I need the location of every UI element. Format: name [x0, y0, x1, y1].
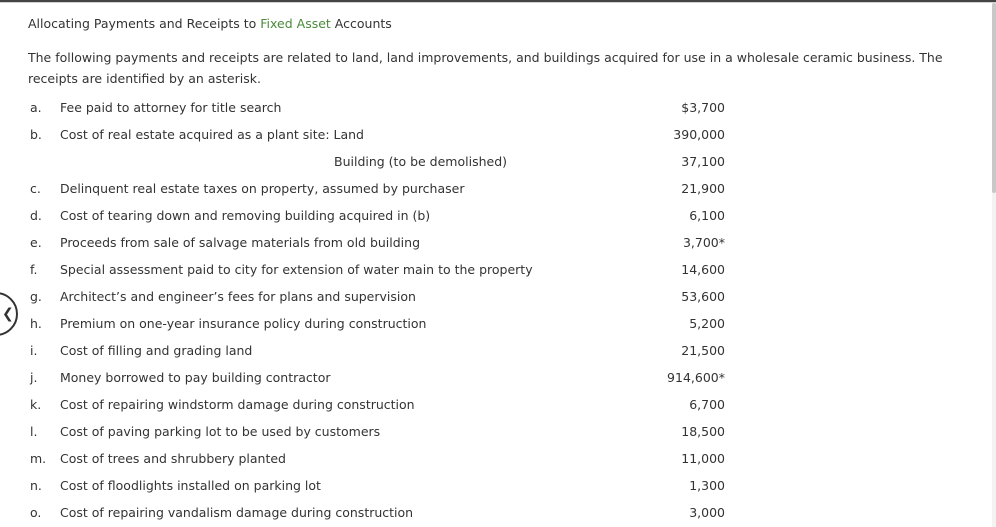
item-letter: b.: [30, 127, 42, 142]
item-amount: $3,700: [681, 100, 725, 115]
list-item: [0, 127, 996, 154]
item-description: Cost of trees and shrubbery planted: [60, 451, 286, 466]
item-description: Delinquent real estate taxes on property, assumed by purchaser: [60, 181, 465, 196]
item-amount: 14,600: [681, 262, 725, 277]
list-item: [0, 289, 996, 316]
page-title: [28, 16, 392, 31]
item-description: Special assessment paid to city for extension of water main to the property: [60, 262, 533, 277]
item-description: Cost of real estate acquired as a plant site: Land: [60, 127, 364, 142]
item-amount: 37,100: [681, 154, 725, 169]
item-description: Cost of paving parking lot to be used by customers: [60, 424, 381, 439]
item-letter: j.: [30, 370, 38, 385]
top-border-shadow: [0, 2, 996, 3]
item-description: Money borrowed to pay building contractor: [60, 370, 331, 385]
list-item: [0, 208, 996, 235]
item-description: Cost of tearing down and removing building acquired in (b): [60, 208, 431, 223]
item-amount: 6,700: [689, 397, 725, 412]
list-item: [0, 478, 996, 505]
item-amount: 390,000: [673, 127, 725, 142]
item-amount: 5,200: [689, 316, 725, 331]
fixed-asset-link[interactable]: Fixed Asset: [260, 16, 331, 31]
item-description: Building (to be demolished): [334, 154, 508, 169]
item-letter: d.: [30, 208, 42, 223]
item-letter: l.: [30, 424, 38, 439]
item-description: Cost of repairing vandalism damage during construction: [60, 505, 414, 520]
scrollbar-thumb[interactable]: [992, 3, 996, 193]
list-item: [0, 343, 996, 370]
list-item: [0, 235, 996, 262]
item-amount: 21,900: [681, 181, 725, 196]
item-letter: k.: [30, 397, 42, 412]
item-description: Architect’s and engineer’s fees for plans and supervision: [60, 289, 416, 304]
title-prefix: Allocating Payments and Receipts to: [28, 16, 261, 31]
title-suffix: Accounts: [330, 16, 392, 31]
item-description: Fee paid to attorney for title search: [60, 100, 282, 115]
item-letter: h.: [30, 316, 42, 331]
item-letter: e.: [30, 235, 42, 250]
item-letter: n.: [30, 478, 42, 493]
item-amount: 914,600*: [667, 370, 725, 385]
list-item: [0, 424, 996, 451]
list-item: [0, 100, 996, 127]
item-letter: g.: [30, 289, 42, 304]
item-description: Proceeds from sale of salvage materials from old building: [60, 235, 421, 250]
list-item: [0, 181, 996, 208]
item-amount: 11,000: [681, 451, 725, 466]
list-item: [0, 370, 996, 397]
list-item: [0, 505, 996, 527]
list-item: [0, 397, 996, 424]
item-amount: 21,500: [681, 343, 725, 358]
item-letter: c.: [30, 181, 41, 196]
item-description: Cost of filling and grading land: [60, 343, 253, 358]
chevron-left-icon: ❮: [2, 306, 14, 322]
list-item: [0, 451, 996, 478]
item-letter: o.: [30, 505, 42, 520]
item-letter: m.: [30, 451, 47, 466]
item-amount: 3,000: [689, 505, 725, 520]
intro-paragraph: The following payments and receipts are related to land, land improvements, and buildings acquired for use in a wholesale ceramic business. The receipts are identified by an asterisk.: [28, 50, 943, 86]
item-description: Premium on one-year insurance policy during construction: [60, 316, 427, 331]
item-letter: a.: [30, 100, 42, 115]
item-amount: 53,600: [681, 289, 725, 304]
item-description: Cost of repairing windstorm damage during construction: [60, 397, 415, 412]
item-amount: 18,500: [681, 424, 725, 439]
item-amount: 3,700*: [682, 235, 725, 250]
item-amount: 6,100: [689, 208, 725, 223]
item-description: Cost of floodlights installed on parking lot: [60, 478, 321, 493]
list-item: [0, 316, 996, 343]
item-amount: 1,300: [689, 478, 725, 493]
list-item: [0, 262, 996, 289]
list-item: [0, 154, 996, 181]
item-letter: f.: [30, 262, 38, 277]
item-letter: i.: [30, 343, 38, 358]
